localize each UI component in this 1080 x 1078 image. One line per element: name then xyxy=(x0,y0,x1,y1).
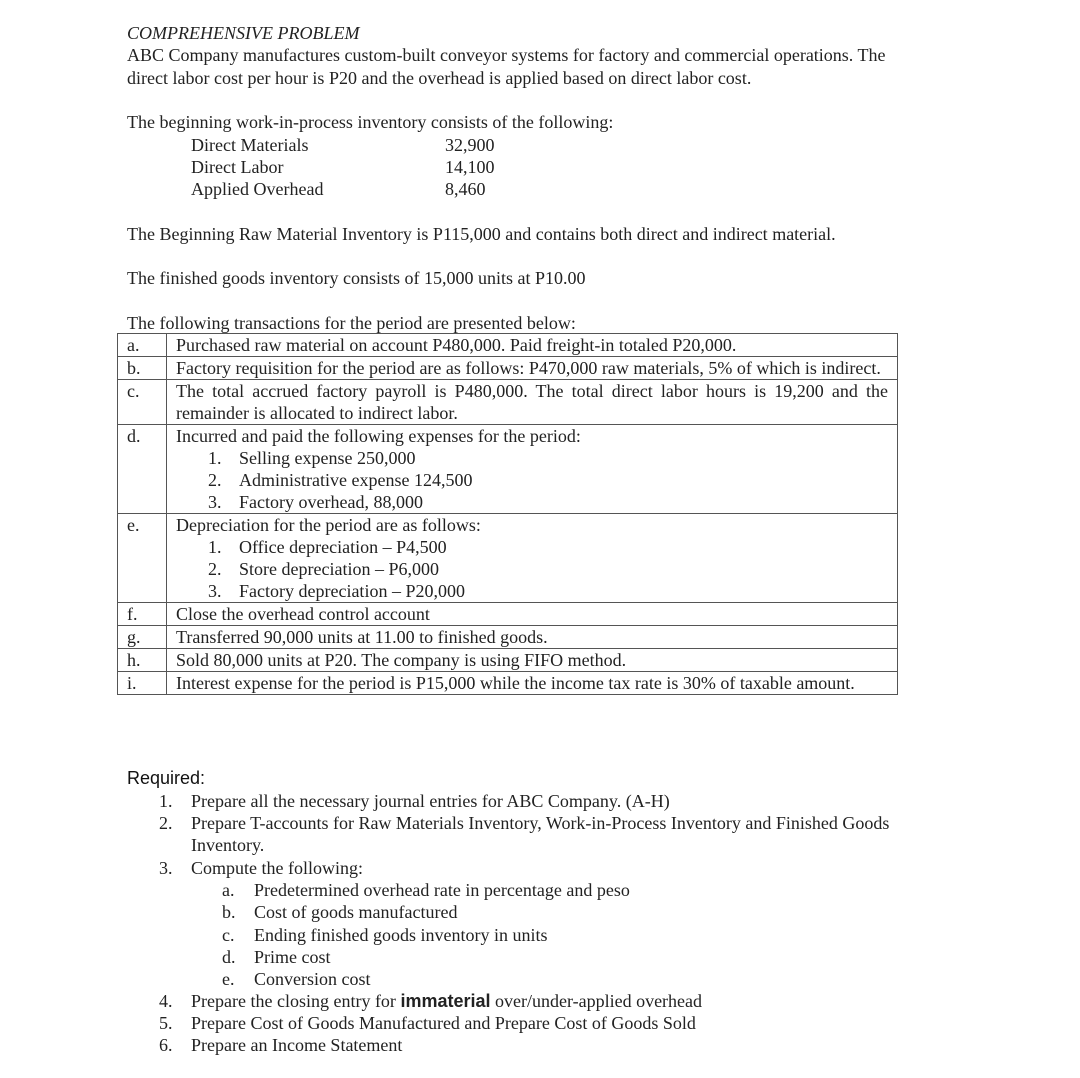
compute-item-letter: b. xyxy=(222,902,236,922)
wip-item-label: Applied Overhead xyxy=(191,179,324,199)
sub-item xyxy=(176,491,888,513)
transaction-row xyxy=(118,603,898,626)
required-item-text-start: Prepare the closing entry for xyxy=(191,991,401,1011)
sub-item-number: 1. xyxy=(208,448,222,468)
sub-item xyxy=(176,580,888,602)
intro-line-2: direct labor cost per hour is P20 and the overhead is applied based on direct labor cost. xyxy=(127,68,752,88)
transaction-text: Depreciation for the period are as follows: xyxy=(176,515,481,535)
sub-item-number: 3. xyxy=(208,581,222,601)
wip-item-value: 8,460 xyxy=(445,179,486,199)
transaction-label: d. xyxy=(118,425,167,514)
sub-item-text: Factory depreciation – P20,000 xyxy=(239,581,465,601)
beginning-wip-intro: The beginning work-in-process inventory consists of the following: xyxy=(127,112,614,132)
required-item-text: Prepare Cost of Goods Manufactured and Prepare Cost of Goods Sold xyxy=(191,1013,696,1033)
sub-item xyxy=(176,536,888,558)
intro-line-1: ABC Company manufactures custom-built conveyor systems for factory and commercial operations. The xyxy=(127,45,886,65)
sub-item-text: Factory overhead, 88,000 xyxy=(239,492,423,512)
compute-item-text: Ending finished goods inventory in units xyxy=(254,925,548,945)
required-item-number: 6. xyxy=(159,1035,173,1055)
wip-item-label: Direct Materials xyxy=(191,135,309,155)
compute-item-text: Predetermined overhead rate in percentage and peso xyxy=(254,880,630,900)
wip-item-value: 14,100 xyxy=(445,157,495,177)
compute-item-text: Conversion cost xyxy=(254,969,371,989)
transaction-text: Interest expense for the period is P15,000 while the income tax rate is 30% of taxable amount. xyxy=(167,672,898,695)
required-heading: Required: xyxy=(127,768,206,788)
wip-item-label: Direct Labor xyxy=(191,157,284,177)
transaction-label: a. xyxy=(118,334,167,357)
compute-item-letter: a. xyxy=(222,880,235,900)
transaction-label: i. xyxy=(118,672,167,695)
transaction-label: f. xyxy=(118,603,167,626)
sub-item-number: 3. xyxy=(208,492,222,512)
sub-item-text: Office depreciation – P4,500 xyxy=(239,537,447,557)
transaction-row xyxy=(118,649,898,672)
transactions-intro: The following transactions for the period are presented below: xyxy=(127,313,576,333)
transaction-row xyxy=(118,357,898,380)
emphasis-word: immaterial xyxy=(400,991,491,1011)
sub-item-text: Administrative expense 124,500 xyxy=(239,470,473,490)
transaction-row xyxy=(118,626,898,649)
transaction-label: h. xyxy=(118,649,167,672)
required-item-text: Inventory. xyxy=(191,835,265,855)
raw-material-text: The Beginning Raw Material Inventory is P115,000 and contains both direct and indirect material. xyxy=(127,224,836,244)
required-item-number: 4. xyxy=(159,991,173,1011)
compute-item-letter: e. xyxy=(222,969,235,989)
wip-item-value: 32,900 xyxy=(445,135,495,155)
required-item-text-end: over/under-applied overhead xyxy=(490,991,703,1011)
finished-goods-text: The finished goods inventory consists of 15,000 units at P10.00 xyxy=(127,268,586,288)
transaction-text: Sold 80,000 units at P20. The company is using FIFO method. xyxy=(167,649,898,672)
transaction-row xyxy=(118,380,898,425)
transaction-cell xyxy=(167,425,898,514)
required-item-number: 3. xyxy=(159,858,173,878)
sub-item xyxy=(176,469,888,491)
required-item-number: 1. xyxy=(159,791,173,811)
transactions-table xyxy=(117,333,898,695)
transaction-label: e. xyxy=(118,514,167,603)
transaction-label: g. xyxy=(118,626,167,649)
compute-item-text: Prime cost xyxy=(254,947,331,967)
transaction-text: Factory requisition for the period are as follows: P470,000 raw materials, 5% of which is indirect. xyxy=(167,357,898,380)
required-item-text: Prepare all the necessary journal entries for ABC Company. (A-H) xyxy=(191,791,670,811)
sub-item-text: Selling expense 250,000 xyxy=(239,448,416,468)
required-item-text xyxy=(191,990,702,1012)
transaction-text: Incurred and paid the following expenses for the period: xyxy=(176,426,581,446)
transaction-row xyxy=(118,514,898,603)
transaction-text: Purchased raw material on account P480,000. Paid freight-in totaled P20,000. xyxy=(167,334,898,357)
compute-item-text: Cost of goods manufactured xyxy=(254,902,458,922)
sub-item-text: Store depreciation – P6,000 xyxy=(239,559,439,579)
required-item-number: 2. xyxy=(159,813,173,833)
sub-item xyxy=(176,447,888,469)
transaction-row xyxy=(118,425,898,514)
transaction-text: The total accrued factory payroll is P480,000. The total direct labor hours is 19,200 and the remainder is allocated to indirect labor. xyxy=(167,380,898,425)
transaction-cell xyxy=(167,514,898,603)
compute-item-letter: c. xyxy=(222,925,235,945)
required-item-text: Prepare an Income Statement xyxy=(191,1035,403,1055)
compute-item-letter: d. xyxy=(222,947,236,967)
required-item-text: Compute the following: xyxy=(191,858,363,878)
transaction-label: b. xyxy=(118,357,167,380)
required-item-number: 5. xyxy=(159,1013,173,1033)
sub-item-number: 2. xyxy=(208,470,222,490)
transaction-text: Close the overhead control account xyxy=(167,603,898,626)
required-item-text: Prepare T-accounts for Raw Materials Inventory, Work-in-Process Inventory and Finished Goods xyxy=(191,813,890,833)
sub-item xyxy=(176,558,888,580)
sub-item-number: 1. xyxy=(208,537,222,557)
transaction-text: Transferred 90,000 units at 11.00 to finished goods. xyxy=(167,626,898,649)
sub-item-number: 2. xyxy=(208,559,222,579)
transaction-row xyxy=(118,334,898,357)
transaction-row xyxy=(118,672,898,695)
transaction-label: c. xyxy=(118,380,167,425)
problem-heading: COMPREHENSIVE PROBLEM xyxy=(127,23,360,43)
